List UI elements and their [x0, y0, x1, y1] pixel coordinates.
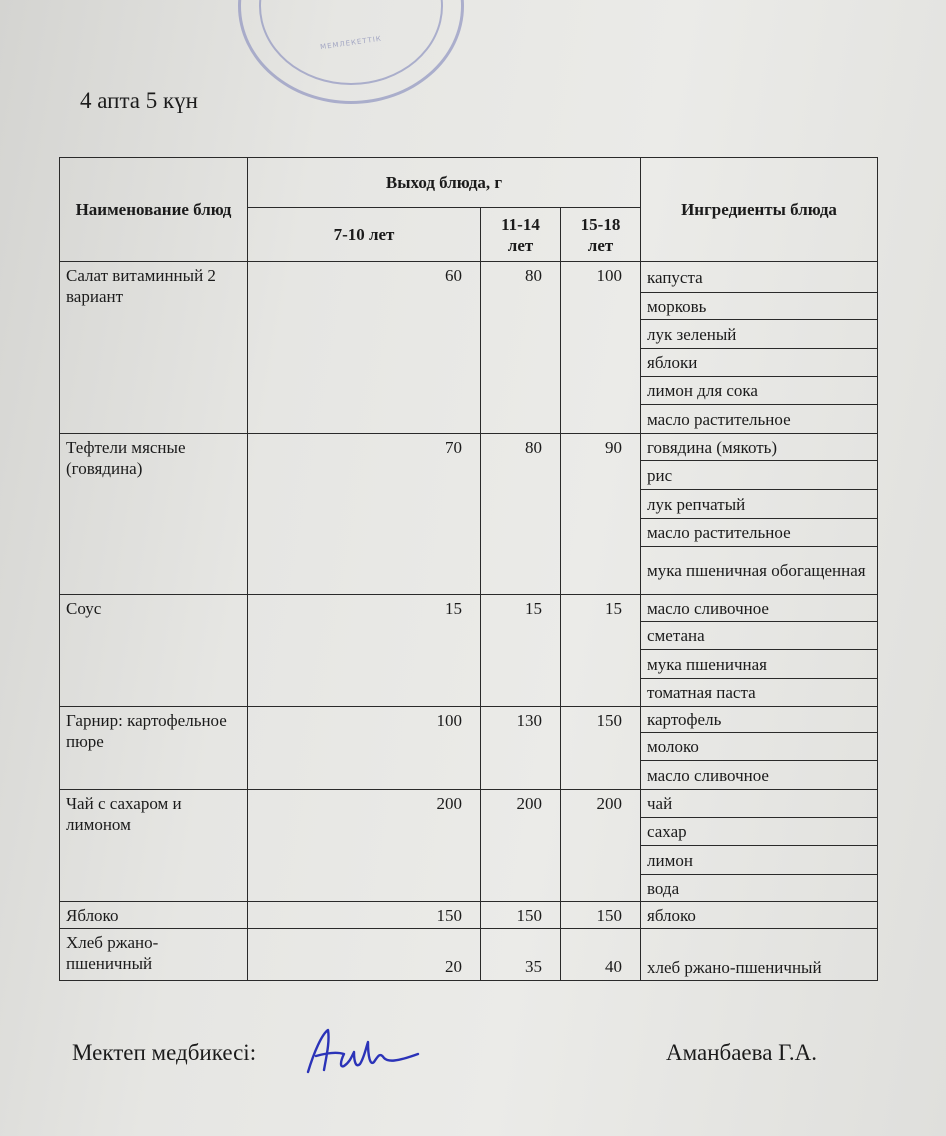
- table-row: [60, 790, 878, 818]
- header-ingredients: Ингредиенты блюда: [641, 158, 878, 262]
- ingredient-cell: морковь: [641, 293, 878, 320]
- dish-output-2: 80: [481, 434, 561, 595]
- ingredient-cell: сметана: [641, 622, 878, 650]
- table-row: [60, 929, 878, 981]
- dish-name: Гарнир: картофельное пюре: [60, 707, 248, 790]
- header-age-7-10: 7-10 лет: [248, 208, 481, 262]
- header-age-15-18: 15-18 лет: [561, 208, 641, 262]
- dish-output-3: 150: [561, 707, 641, 790]
- ingredient-cell: лимон для сока: [641, 377, 878, 405]
- ingredient-cell: сахар: [641, 818, 878, 846]
- nurse-signature: [300, 1022, 420, 1082]
- table-row: [60, 707, 878, 733]
- menu-body: [60, 262, 878, 981]
- ingredient-cell: говядина (мякоть): [641, 434, 878, 461]
- ingredient-cell: лук репчатый: [641, 490, 878, 519]
- table-row: [60, 434, 878, 461]
- dish-output-1: 60: [248, 262, 481, 434]
- dish-output-2: 150: [481, 902, 561, 929]
- dish-output-2: 200: [481, 790, 561, 902]
- ingredient-cell: масло растительное: [641, 519, 878, 547]
- dish-output-3: 90: [561, 434, 641, 595]
- ingredient-cell: яблоко: [641, 902, 878, 929]
- dish-output-1: 100: [248, 707, 481, 790]
- ingredient-cell: рис: [641, 461, 878, 490]
- ingredient-cell: молоко: [641, 733, 878, 761]
- nurse-label: Мектеп медбикесі:: [72, 1040, 257, 1065]
- dish-output-2: 35: [481, 929, 561, 981]
- stamp-text: МЕМЛЕКЕТТІК: [319, 34, 383, 52]
- dish-output-1: 15: [248, 595, 481, 707]
- ingredient-cell: чай: [641, 790, 878, 818]
- ingredient-cell: капуста: [641, 262, 878, 293]
- dish-output-1: 150: [248, 902, 481, 929]
- dish-output-1: 200: [248, 790, 481, 902]
- ingredient-cell: картофель: [641, 707, 878, 733]
- header-age-11-14: 11-14 лет: [481, 208, 561, 262]
- dish-output-3: 40: [561, 929, 641, 981]
- ingredient-cell: масло сливочное: [641, 595, 878, 622]
- table-row: [60, 262, 878, 293]
- day-title: 4 апта 5 күн: [80, 88, 198, 113]
- ingredient-cell: мука пшеничная обогащенная: [641, 547, 878, 595]
- menu-table: [59, 157, 878, 981]
- official-stamp: [238, 0, 464, 104]
- table-row: [60, 595, 878, 622]
- dish-output-1: 20: [248, 929, 481, 981]
- dish-name: Яблоко: [60, 902, 248, 929]
- ingredient-cell: томатная паста: [641, 679, 878, 707]
- dish-name: Чай с сахаром и лимоном: [60, 790, 248, 902]
- dish-output-2: 80: [481, 262, 561, 434]
- dish-name: Тефтели мясные (говядина): [60, 434, 248, 595]
- ingredient-cell: хлеб ржано-пшеничный: [641, 929, 878, 981]
- ingredient-cell: вода: [641, 875, 878, 902]
- dish-name: Соус: [60, 595, 248, 707]
- dish-output-1: 70: [248, 434, 481, 595]
- table-row: [60, 902, 878, 929]
- dish-output-3: 100: [561, 262, 641, 434]
- nurse-name: Аманбаева Г.А.: [666, 1040, 817, 1065]
- ingredient-cell: лук зеленый: [641, 320, 878, 349]
- header-output: Выход блюда, г: [248, 158, 641, 208]
- dish-output-3: 200: [561, 790, 641, 902]
- dish-output-2: 15: [481, 595, 561, 707]
- ingredient-cell: яблоки: [641, 349, 878, 377]
- ingredient-cell: масло сливочное: [641, 761, 878, 790]
- dish-output-3: 15: [561, 595, 641, 707]
- dish-output-2: 130: [481, 707, 561, 790]
- dish-name: Хлеб ржано-пшеничный: [60, 929, 248, 981]
- ingredient-cell: масло растительное: [641, 405, 878, 434]
- ingredient-cell: мука пшеничная: [641, 650, 878, 679]
- ingredient-cell: лимон: [641, 846, 878, 875]
- header-dish-name: Наименование блюд: [60, 158, 248, 262]
- dish-output-3: 150: [561, 902, 641, 929]
- dish-name: Салат витаминный 2 вариант: [60, 262, 248, 434]
